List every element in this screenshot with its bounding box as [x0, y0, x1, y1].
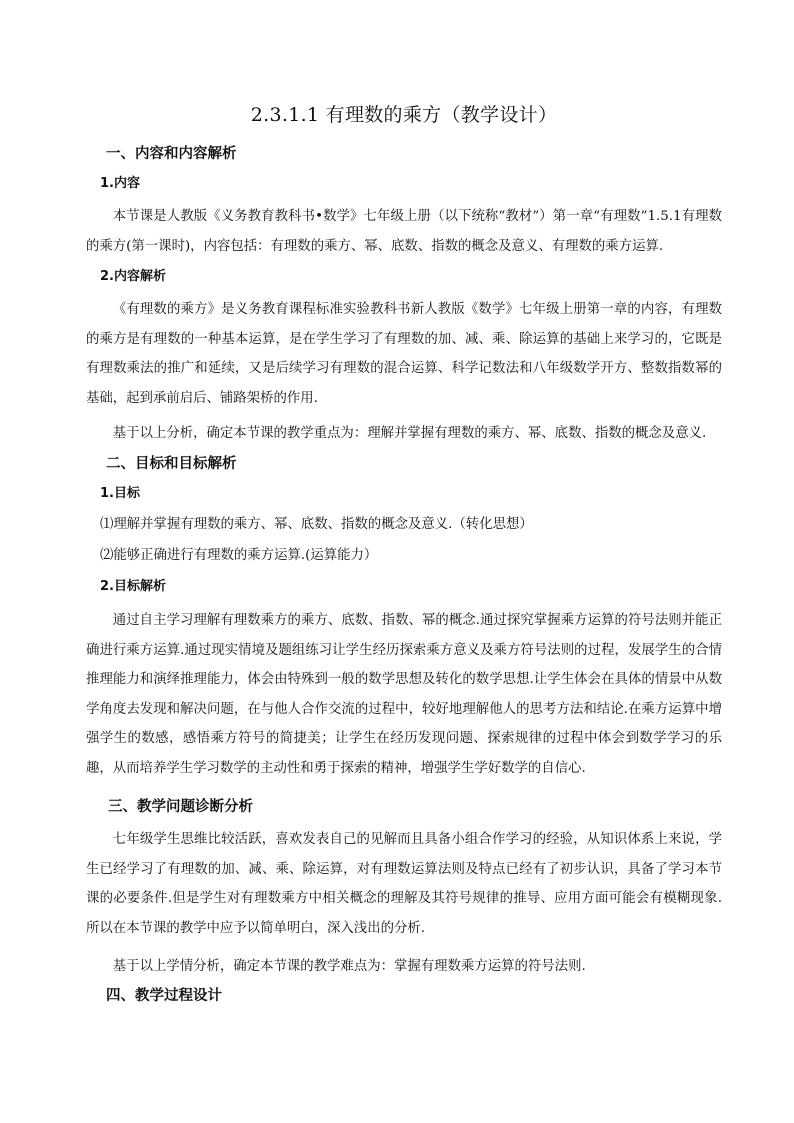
document-title: 2.3.1.1 有理数的乘方（教学设计）: [250, 104, 558, 126]
section-heading-content: 一、内容和内容解析: [106, 146, 237, 162]
paragraph-content: 本节课是人教版《义务教育教科书•数学》七年级上册（以下统称“教材”）第一章“有理数”1.5.1有理数的乘方(第一课时)，内容包括：有理数的乘方、幂、底数、指数的概念及意义、有理数的乘方运算.: [86, 209, 722, 254]
section-heading-goals: 二、目标和目标解析: [106, 456, 237, 472]
section-heading-diagnosis: 三、教学问题诊断分析: [108, 799, 253, 815]
paragraph-diagnosis: 七年级学生思维比较活跃，喜欢发表自己的见解而且具备小组合作学习的经验，从知识体系上来说，学生已经学习了有理数的加、减、乘、除运算，对有理数运算法则及特点已经有了初步认识，具备了学习本节课的必要条件.但是学生对有理数乘方中相关概念的理解及其符号规律的推导、应用方面可能会有模糊现象.所以在本节课的教学中应予以简单明白，深入浅出的分析.: [86, 832, 722, 936]
paragraph-difficulty: 基于以上学情分析，确定本节课的教学难点为：掌握有理数乘方运算的符号法则.: [112, 959, 586, 974]
paragraph-goals-analysis: 通过自主学习理解有理数乘方的乘方、底数、指数、幂的概念.通过探究掌握乘方运算的符号法则并能正确进行乘方运算.通过现实情境及题组练习让学生经历探索乘方意义及乘方符号法则的过程，发展学生的合情推理能力和演绎推理能力，体会由特殊到一般的数学思想及转化的数学思想.让学生体会在具体的情景中从数学角度去发现和解决问题，在与他人合作交流的过程中，较好地理解他人的思考方法和结论.在乘方运算中增强学生的数感，感悟乘方符号的简捷美；让学生在经历发现问题、探索规律的过程中体会到数学学习的乐趣，从而培养学生学习数学的主动性和勇于探索的精神，增强学生学好数学的自信心.: [86, 613, 722, 776]
paragraph-key-point: 基于以上分析，确定本节课的教学重点为：理解并掌握有理数的乘方、幂、底数、指数的概念及意义.: [112, 426, 707, 441]
goal-item-2: ⑵能够正确进行有理数的乘方运算.(运算能力）: [100, 548, 378, 563]
paragraph-content-analysis: 《有理数的乘方》是义务教育课程标准实验教科书新人教版《数学》七年级上册第一章的内容，有理数的乘方是有理数的一种基本运算，是在学生学习了有理数的加、减、乘、除运算的基础上来学习的，它既是有理数乘法的推广和延续，又是后续学习有理数的混合运算、科学记数法和八年级数学开方、整数指数幂的基础，起到承前启后、铺路架桥的作用.: [86, 302, 722, 406]
subheading-goals: 1.目标: [100, 486, 140, 501]
section-heading-process: 四、教学过程设计: [106, 988, 222, 1004]
subheading-content-analysis: 2.内容解析: [100, 269, 166, 284]
subheading-goals-analysis: 2.目标解析: [100, 579, 166, 594]
goal-item-1: ⑴理解并掌握有理数的乘方、幂、底数、指数的概念及意义.（转化思想）: [100, 517, 533, 532]
subheading-content: 1.内容: [100, 176, 140, 191]
